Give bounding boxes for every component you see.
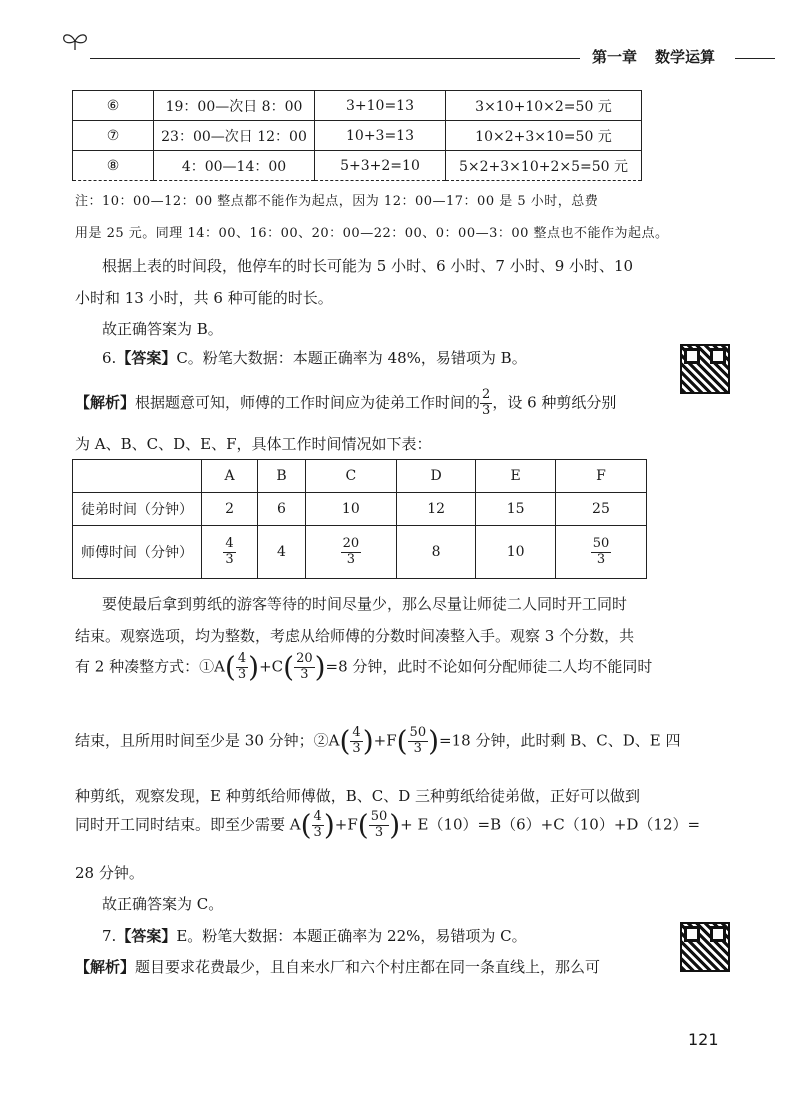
table-row: ⑧ 4：00—14：00 5+3+2=10 5×2+3×10+2×5=50 元 xyxy=(73,151,642,181)
fraction: $\frac{20}{3}$ xyxy=(342,535,360,567)
paragraph-line: 小时和 13 小时，共 6 种可能的时长。 xyxy=(75,289,333,307)
table-row: ⑥ 19：00—次日 8：00 3+10=13 3×10+10×2=50 元 xyxy=(73,91,642,121)
q6-analysis: 【解析】根据题意可知，师傅的工作时间应为徒弟工作时间的 $\frac{2}{3}$ ，设 6 种剪纸分别 xyxy=(75,387,617,418)
answer-conclusion: 故正确答案为 C。 xyxy=(102,895,224,913)
chapter-header xyxy=(592,46,733,67)
fraction: $\frac{50}{3}$ xyxy=(370,809,388,840)
fraction: $\frac{20}{3}$ xyxy=(296,651,313,682)
table-row: ⑦ 23：00—次日 12：00 10+3=13 10×2+3×10=50 元 xyxy=(73,121,642,151)
fraction: $\frac{2}{3}$ xyxy=(482,387,491,418)
answer-label: 【答案】 xyxy=(116,927,177,945)
fraction: $\frac{4}{3}$ xyxy=(225,535,234,567)
analysis-label: 【解析】 xyxy=(75,393,136,412)
paragraph-line: 结束，且所用时间至少是 30 分钟；②A( $\frac{4}{3}$ )+F( $\frac{50}{3}$ )=18 分钟，此时剩 B、C、D、E 四 xyxy=(75,724,681,758)
paragraph-line: 有 2 种凑整方式：①A( $\frac{4}{3}$ )+C( $\frac{20}{3}$ )=8 分钟，此时不论如何分配师徒二人均不能同时 xyxy=(75,650,653,684)
fraction: $\frac{4}{3}$ xyxy=(352,725,361,756)
q6-answer: 6.【答案】C。粉笔大数据：本题正确率为 48%，易错项为 B。 xyxy=(102,349,527,367)
header-rule-right xyxy=(735,58,775,59)
note-line-1: 注：10：00—12：00 整点都不能作为起点，因为 12：00—17：00 是 5 小时，总费 xyxy=(75,194,599,209)
analysis-label: 【解析】 xyxy=(75,958,136,976)
fraction: $\frac{4}{3}$ xyxy=(313,809,322,840)
paragraph-line: 根据上表的时间段，他停车的时长可能为 5 小时、6 小时、7 小时、9 小时、10 xyxy=(102,257,634,275)
table-header-row: A B C D E F xyxy=(73,460,647,493)
paragraph-line: 要使最后拿到剪纸的游客等待的时间尽量少，那么尽量让师徒二人同时开工同时 xyxy=(102,595,628,613)
work-time-table xyxy=(72,459,647,579)
header-rule xyxy=(90,58,580,59)
chapter-number: 第一章 xyxy=(592,48,638,66)
parking-time-table xyxy=(72,90,642,181)
table-row: 徒弟时间（分钟） 2 6 10 12 15 25 xyxy=(73,493,647,526)
page-number: 121 xyxy=(688,1030,719,1049)
answer-conclusion: 故正确答案为 B。 xyxy=(102,320,223,338)
fraction: $\frac{50}{3}$ xyxy=(409,725,427,756)
q7-answer: 7.【答案】E。粉笔大数据：本题正确率为 22%，易错项为 C。 xyxy=(102,927,527,945)
q7-analysis: 【解析】题目要求花费最少，且自来水厂和六个村庄都在同一条直线上，那么可 xyxy=(75,958,601,976)
paragraph-line: 同时开工同时结束。即至少需要 A( $\frac{4}{3}$ )+F( $\frac{50}{3}$ )+ E（10）=B（6）+C（10）+D（12）= xyxy=(75,808,701,842)
paragraph-line: 结束。观察选项，均为整数，考虑从给师傅的分数时间凑整入手。观察 3 个分数，共 xyxy=(75,627,635,645)
table-row: 师傅时间（分钟） $\frac{4}{3}$ 4 $\frac{20}{3}$ 8 10 $\frac{50}{3}$ xyxy=(73,526,647,579)
paragraph-line: 种剪纸，观察发现，E 种剪纸给师傅做，B、C、D 三种剪纸给徒弟做，正好可以做到 xyxy=(75,787,641,805)
fraction: $\frac{4}{3}$ xyxy=(237,651,247,682)
note-line-2: 用是 25 元。同理 14：00、16：00、20：00—22：00、0：00—3：00 整点也不能作为起点。 xyxy=(75,226,669,241)
qr-code-icon xyxy=(680,922,730,972)
fraction: $\frac{50}{3}$ xyxy=(592,535,610,567)
sprout-icon xyxy=(60,30,90,52)
chapter-title: 数学运算 xyxy=(655,48,716,66)
paragraph-line: 为 A、B、C、D、E、F，具体工作时间情况如下表： xyxy=(75,435,432,453)
paragraph-line: 28 分钟。 xyxy=(75,864,144,882)
answer-label: 【答案】 xyxy=(116,349,177,367)
qr-code-icon xyxy=(680,344,730,394)
